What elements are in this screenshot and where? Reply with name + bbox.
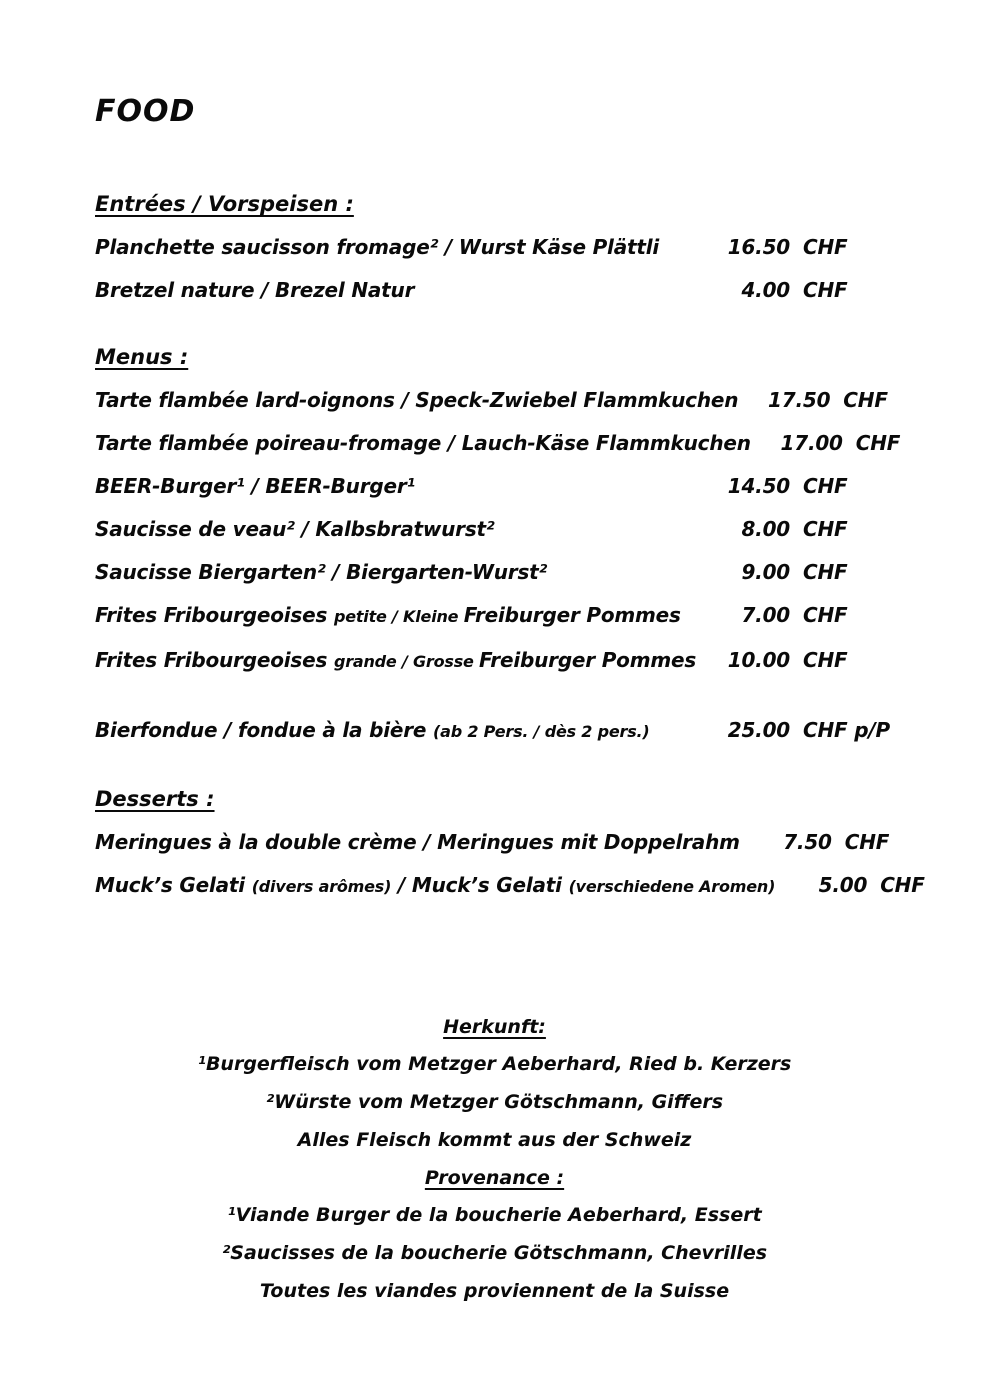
item-name-part: (verschiedene Aromen) bbox=[568, 877, 776, 896]
item-price-value: 7.00 bbox=[741, 603, 790, 627]
footer-line: ¹Burgerfleisch vom Metzger Aeberhard, Ried b. Kerzers bbox=[197, 1053, 792, 1075]
footer-line: Alles Fleisch kommt aus der Schweiz bbox=[297, 1129, 692, 1151]
item-name bbox=[95, 386, 738, 414]
item-name bbox=[95, 472, 698, 500]
item-name-part: grande / Grosse bbox=[333, 652, 480, 671]
item-name bbox=[95, 828, 740, 856]
item-price bbox=[698, 276, 895, 304]
item-price-unit: CHF bbox=[803, 560, 848, 584]
item-price-value: 17.00 bbox=[780, 431, 843, 455]
section-heading: Menus : bbox=[95, 345, 189, 369]
item-name-part: Bretzel nature / Brezel Natur bbox=[95, 278, 415, 302]
footer-line: ¹Viande Burger de la boucherie Aeberhard, Essert bbox=[227, 1204, 762, 1226]
item-price bbox=[698, 716, 895, 744]
item-price bbox=[698, 472, 895, 500]
item-price-value: 10.00 bbox=[727, 648, 790, 672]
item-name bbox=[95, 515, 698, 543]
menu-section bbox=[95, 786, 925, 901]
item-name bbox=[95, 646, 698, 676]
item-name-part: Muck’s Gelati bbox=[95, 873, 252, 897]
item-price-value: 4.00 bbox=[741, 278, 790, 302]
footer-block bbox=[0, 1166, 989, 1304]
item-name-part: Tarte flambée poireau-fromage / Lauch-Käse Flammkuchen bbox=[95, 431, 751, 455]
menu-section bbox=[95, 344, 901, 676]
item-name-part: Saucisse Biergarten² / Biergarten-Wurst² bbox=[95, 560, 548, 584]
menu-item-row bbox=[95, 429, 901, 457]
footer-line: Toutes les viandes proviennent de la Suisse bbox=[259, 1280, 730, 1302]
item-price-unit: CHF bbox=[843, 388, 888, 412]
item-price-value: 14.50 bbox=[727, 474, 790, 498]
item-price-value: 16.50 bbox=[727, 235, 790, 259]
menu-section bbox=[95, 191, 895, 304]
item-name-part: Saucisse de veau² / Kalbsbratwurst² bbox=[95, 517, 495, 541]
item-price-unit: CHF bbox=[803, 517, 848, 541]
item-name bbox=[95, 429, 751, 457]
section-heading: Entrées / Vorspeisen : bbox=[95, 192, 354, 216]
menu-item-row bbox=[95, 871, 925, 901]
item-price-unit: CHF bbox=[803, 603, 848, 627]
item-name-part: Frites Fribourgeoises bbox=[95, 603, 334, 627]
menu-item-row bbox=[95, 601, 895, 631]
item-name bbox=[95, 601, 698, 631]
item-name bbox=[95, 276, 698, 304]
item-price bbox=[698, 601, 895, 629]
item-price-value: 7.50 bbox=[783, 830, 832, 854]
item-name-part: / Muck’s Gelati bbox=[391, 873, 569, 897]
item-name bbox=[95, 871, 775, 901]
menu-sections bbox=[95, 191, 925, 901]
menu-item-row bbox=[95, 558, 895, 586]
item-price-unit: CHF bbox=[844, 830, 890, 854]
item-name-part: (divers arômes) bbox=[251, 877, 392, 896]
footer-heading: Provenance : bbox=[424, 1167, 565, 1189]
item-price bbox=[740, 828, 937, 856]
item-price-unit: CHF bbox=[855, 431, 901, 455]
item-price-unit: CHF bbox=[803, 474, 848, 498]
footer-heading: Herkunft: bbox=[443, 1016, 546, 1038]
menu-content bbox=[95, 94, 925, 916]
menu-item-row bbox=[95, 276, 895, 304]
item-price-value: 17.50 bbox=[768, 388, 831, 412]
page-title: FOOD bbox=[95, 94, 196, 129]
item-price-value: 25.00 bbox=[727, 718, 790, 742]
menu-item-row bbox=[95, 828, 895, 856]
item-name-part: Planchette saucisson fromage² / Wurst Käse Plättli bbox=[95, 235, 660, 259]
item-name-part: Meringues à la double crème / Meringues mit Doppelrahm bbox=[95, 830, 740, 854]
item-name-part: Freiburger Pommes bbox=[479, 648, 697, 672]
item-price bbox=[698, 646, 895, 674]
item-name-part: (ab 2 Pers. / dès 2 pers.) bbox=[433, 722, 650, 741]
menu-item-row bbox=[95, 472, 895, 500]
item-price bbox=[738, 386, 935, 414]
item-price bbox=[751, 429, 948, 457]
item-price-value: 9.00 bbox=[741, 560, 790, 584]
item-price bbox=[698, 558, 895, 586]
item-name bbox=[95, 233, 698, 261]
item-price-unit: CHF bbox=[803, 235, 848, 259]
item-price-unit: CHF bbox=[803, 648, 848, 672]
menu-item-row bbox=[95, 233, 895, 261]
menu-item-row bbox=[95, 515, 895, 543]
footer-line: ²Würste vom Metzger Götschmann, Giffers bbox=[265, 1091, 724, 1113]
item-price-value: 5.00 bbox=[818, 873, 868, 897]
item-price-value: 8.00 bbox=[741, 517, 790, 541]
item-price bbox=[698, 233, 895, 261]
item-name bbox=[95, 716, 698, 746]
menu-item-row bbox=[95, 386, 895, 414]
item-name-part: BEER-Burger¹ / BEER-Burger¹ bbox=[95, 474, 416, 498]
section-heading: Desserts : bbox=[95, 787, 215, 811]
item-name-part: petite / Kleine bbox=[333, 607, 464, 626]
item-name bbox=[95, 558, 698, 586]
footer-notes bbox=[0, 1015, 989, 1317]
item-name-part: Tarte flambée lard-oignons / Speck-Zwiebel Flammkuchen bbox=[95, 388, 739, 412]
footer-block bbox=[0, 1015, 989, 1153]
item-price-unit: CHF p/P bbox=[803, 718, 890, 742]
item-name-part: Bierfondue / fondue à la bière bbox=[95, 718, 434, 742]
menu-section bbox=[95, 716, 895, 746]
item-price bbox=[775, 871, 972, 899]
menu-item-row bbox=[95, 716, 895, 746]
menu-item-row bbox=[95, 646, 895, 676]
item-name-part: Frites Fribourgeoises bbox=[95, 648, 334, 672]
item-price-unit: CHF bbox=[880, 873, 925, 897]
item-price bbox=[698, 515, 895, 543]
footer-line: ²Saucisses de la boucherie Götschmann, Chevrilles bbox=[221, 1242, 768, 1264]
item-price-unit: CHF bbox=[803, 278, 848, 302]
item-name-part: Freiburger Pommes bbox=[463, 603, 681, 627]
